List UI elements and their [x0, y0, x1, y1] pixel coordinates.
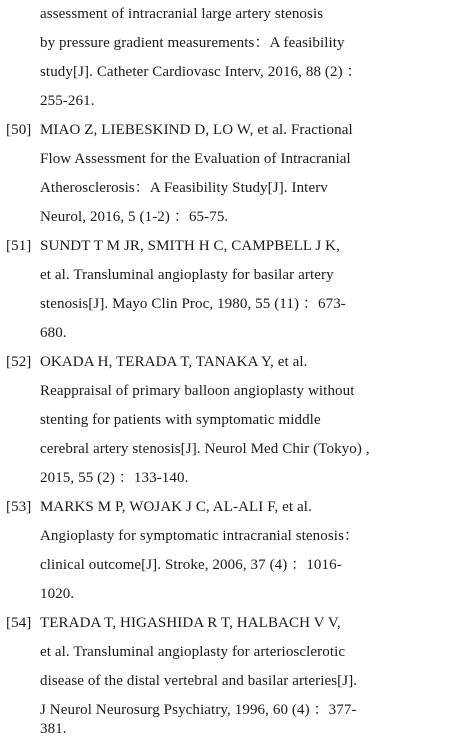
reference-number: [54] — [6, 615, 32, 631]
reference-line: Angioplasty for symptomatic intracranial stenosis： — [40, 528, 360, 544]
reference-line: Flow Assessment for the Evaluation of Intracranial — [40, 151, 351, 167]
reference-line: TERADA T, HIGASHIDA R T, HALBACH V V, — [40, 615, 341, 631]
reference-line: assessment of intracranial large artery stenosis — [40, 6, 324, 22]
reference-line: 381. — [40, 721, 67, 737]
reference-line: SUNDT T M JR, SMITH H C, CAMPBELL J K, — [40, 238, 340, 254]
reference-line: et al. Transluminal angioplasty for basilar artery — [40, 267, 334, 283]
reference-line: disease of the distal vertebral and basilar arteries[J]. — [40, 673, 358, 689]
reference-line: 2015, 55 (2) ：133-140. — [40, 470, 189, 486]
reference-line: clinical outcome[J]. Stroke, 2006, 37 (4) ：1016- — [40, 557, 342, 573]
reference-line: 680. — [40, 325, 67, 341]
reference-line: et al. Transluminal angioplasty for arteriosclerotic — [40, 644, 346, 660]
reference-line: Reappraisal of primary balloon angioplasty without — [40, 383, 355, 399]
reference-line: MIAO Z, LIEBESKIND D, LO W, et al. Fractional — [40, 122, 353, 138]
reference-line: Atherosclerosis：A Feasibility Study[J]. Interv — [40, 180, 328, 196]
reference-number: [52] — [6, 354, 32, 370]
reference-line: stenosis[J]. Mayo Clin Proc, 1980, 55 (11) ：673- — [40, 296, 346, 312]
reference-line: Neurol, 2016, 5 (1-2) ：65-75. — [40, 209, 229, 225]
reference-line: by pressure gradient measurements：A feasibility — [40, 35, 345, 51]
reference-line: cerebral artery stenosis[J]. Neurol Med Chir (Tokyo) , — [40, 441, 370, 457]
reference-line: 255-261. — [40, 93, 95, 109]
reference-number: [50] — [6, 122, 32, 138]
reference-line: study[J]. Catheter Cardiovasc Interv, 2016, 88 (2) ： — [40, 64, 362, 80]
reference-line: 1020. — [40, 586, 75, 602]
reference-number: [53] — [6, 499, 32, 515]
reference-line: stenting for patients with symptomatic middle — [40, 412, 321, 428]
reference-number: [51] — [6, 238, 32, 254]
reference-line: OKADA H, TERADA T, TANAKA Y, et al. — [40, 354, 308, 370]
reference-line: MARKS M P, WOJAK J C, AL-ALI F, et al. — [40, 499, 312, 515]
reference-line: J Neurol Neurosurg Psychiatry, 1996, 60 (4) ：377- — [40, 702, 357, 718]
